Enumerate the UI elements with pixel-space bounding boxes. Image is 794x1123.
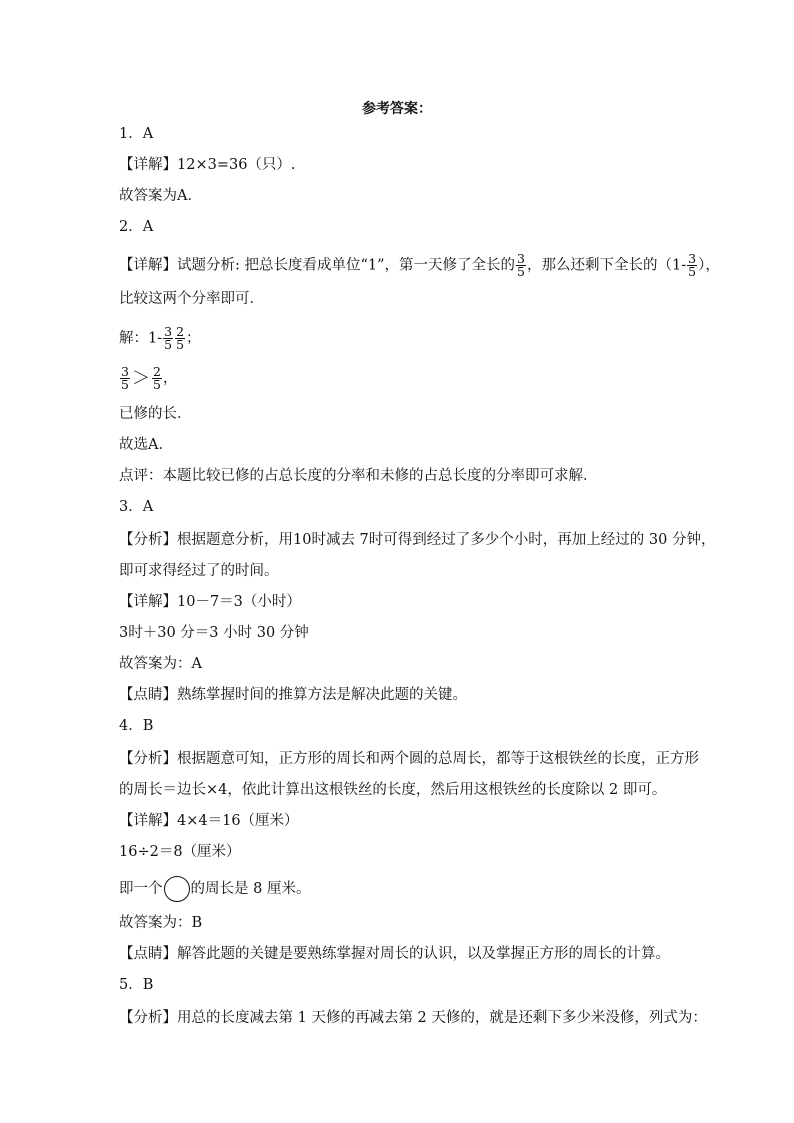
- q2-detail-text-b: ，那么还剩下全长的（1-: [527, 257, 687, 274]
- q2-answer: 故选A．: [119, 437, 173, 453]
- q4-analysis-2: 的周长＝边长×4，依此计算出这根铁丝的长度，然后用这根铁丝的长度除以 2 即可。: [119, 782, 667, 798]
- q2-detail-text-c: ），: [698, 257, 720, 274]
- q4-answer: 故答案为：B: [119, 915, 203, 931]
- q2-detail: [119, 253, 720, 278]
- q2-solution-prefix: 解：1-: [119, 330, 163, 347]
- q4-note: 【点睛】解答此题的关键是要熟练掌握对周长的认识，以及掌握正方形的周长的计算。: [119, 946, 670, 962]
- q5-number: 5．B: [119, 977, 154, 993]
- q4-detail-2: 16÷2＝8（厘米）: [119, 844, 241, 860]
- q2-comparison: [119, 366, 177, 391]
- q3-detail-2: 3时＋30 分＝3 小时 30 分钟: [119, 625, 309, 641]
- q1-number: 1．A: [119, 126, 154, 142]
- q3-detail-1: 【详解】10－7＝3（小时）: [119, 594, 301, 610]
- q2-detail-line2: 比较这两个分率即可．: [119, 291, 264, 307]
- q2-comment: 点评：本题比较已修的占总长度的分率和未修的占总长度的分率即可求解．: [119, 468, 598, 484]
- q3-answer: 故答案为：A: [119, 656, 202, 672]
- q1-answer: 故答案为A．: [119, 188, 202, 204]
- q2-conclusion: 已修的长．: [119, 406, 192, 422]
- q1-detail: 【详解】12×3=36（只）.: [119, 157, 296, 173]
- q4-number: 4．B: [119, 718, 154, 734]
- fraction-two-fifths: $\frac{2}{5}$: [152, 364, 161, 392]
- q3-analysis-1: 【分析】根据题意分析，用10时减去 7时可得到经过了多少个小时，再加上经过的 30 分钟，: [119, 532, 716, 548]
- fraction-three-fifths: $\frac{3}{5}$: [688, 251, 697, 279]
- fraction-three-fifths: $\frac{3}{5}$: [517, 251, 525, 279]
- q2-detail-text-a: 【详解】试题分析: 把总长度看成单位“1”，第一天修了全长的: [119, 257, 516, 274]
- page-title: 参考答案：: [362, 101, 432, 117]
- greater-than-symbol: ＞: [131, 367, 150, 389]
- circle-icon: [164, 876, 190, 902]
- q2-number: 2．A: [119, 219, 154, 235]
- q5-analysis-1: 【分析】用总的长度减去第 1 天修的再减去第 2 天修的，就是还剩下多少米没修，列式为：: [119, 1010, 707, 1026]
- q2-solution-suffix: ；: [186, 330, 201, 347]
- q2-solution: [119, 326, 201, 351]
- q4-circle-prefix: 即一个: [119, 881, 163, 897]
- fraction-three-fifths: $\frac{3}{5}$: [164, 324, 173, 352]
- q4-detail-1: 【详解】4×4＝16（厘米）: [119, 813, 299, 829]
- q2-comparison-suffix: ，: [162, 370, 178, 387]
- q4-circle-suffix: 的周长是 8 厘米。: [190, 881, 311, 897]
- q4-analysis-1: 【分析】根据题意可知，正方形的周长和两个圆的总周长，都等于这根铁丝的长度，正方形: [119, 751, 699, 767]
- q4-circle-line: [119, 876, 310, 902]
- q3-analysis-2: 即可求得经过了的时间。: [119, 563, 279, 579]
- q3-number: 3．A: [119, 499, 154, 515]
- fraction-three-fifths: $\frac{3}{5}$: [121, 364, 129, 392]
- q3-note: 【点睛】熟练掌握时间的推算方法是解决此题的关键。: [119, 687, 467, 703]
- fraction-two-fifths: $\frac{2}{5}$: [176, 324, 185, 352]
